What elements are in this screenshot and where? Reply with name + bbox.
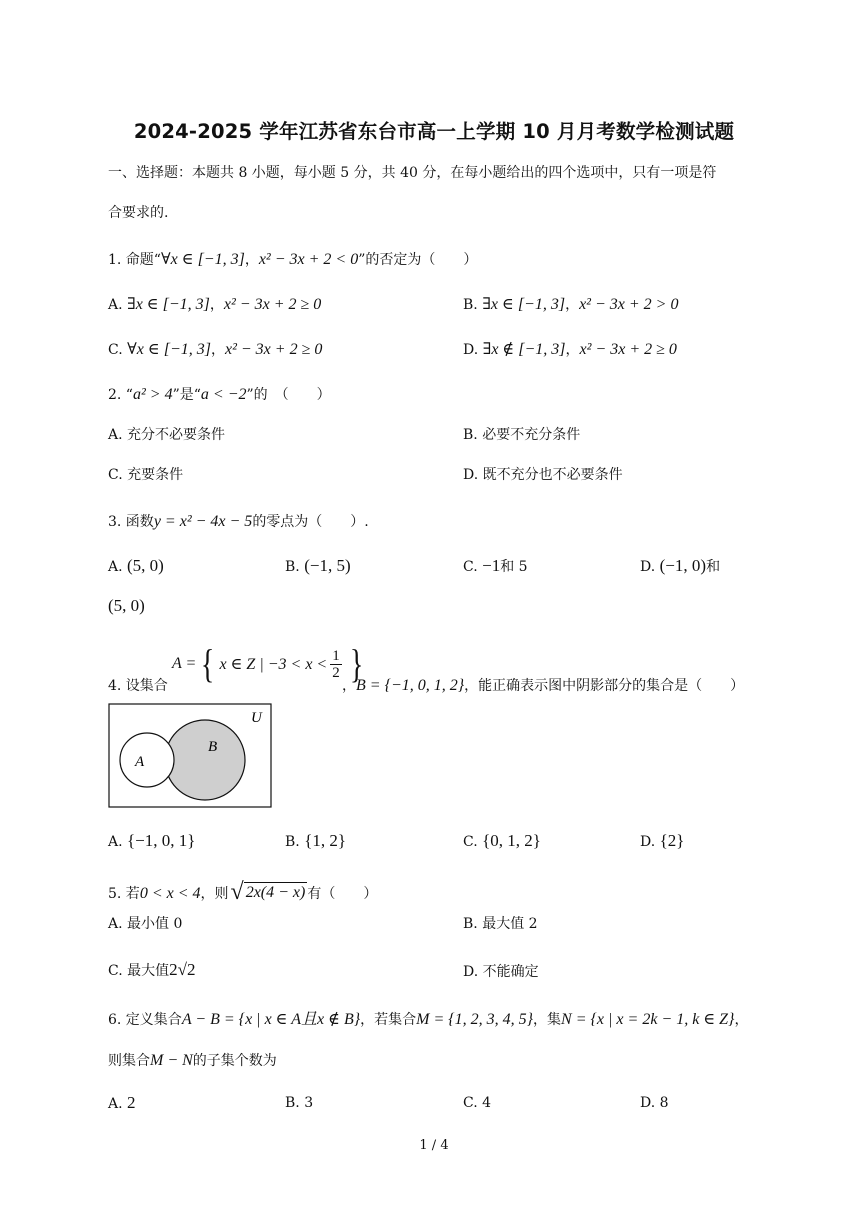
q4-sep: ， bbox=[342, 678, 356, 694]
q6-mid-2: ，集 bbox=[533, 1012, 562, 1028]
q1-inequality: x² − 3x + 2 < 0 bbox=[258, 251, 359, 268]
q1-b-inequality: x² − 3x + 2 > 0 bbox=[579, 296, 679, 313]
page-number: 1 / 4 bbox=[419, 1138, 449, 1153]
q1-quantifier: ∀x ∈ [−1, 3] bbox=[160, 251, 245, 268]
q4-option-a bbox=[108, 831, 195, 852]
q1-b-quantifier: ∃x ∈ [−1, 3] bbox=[482, 296, 566, 313]
venn-label-u: U bbox=[251, 710, 262, 726]
q4-d-value: {2} bbox=[659, 831, 685, 850]
q1-d-inequality: x² − 3x + 2 ≥ 0 bbox=[579, 341, 677, 358]
q4-prefix: 4. 设集合 bbox=[108, 678, 168, 694]
q1-option-c: C. ∀x ∈ [−1, 3]，x² − 3x + 2 ≥ 0 bbox=[108, 341, 323, 358]
q5-suffix: 有（ ） bbox=[307, 886, 378, 902]
q3-d-suffix: 和 bbox=[706, 559, 721, 575]
q1-option-b: B. ∃x ∈ [−1, 3]，x² − 3x + 2 > 0 bbox=[463, 296, 679, 313]
q5-radicand: 2x(4 − x) bbox=[245, 884, 306, 901]
q3-d-value-2: (5, 0) bbox=[108, 596, 145, 615]
q3-prefix: 3. 函数 bbox=[108, 514, 154, 530]
question-1-stem bbox=[108, 250, 477, 270]
q2-option-c: C. 充要条件 bbox=[108, 467, 184, 483]
q2-option-d: D. 既不充分也不必要条件 bbox=[463, 467, 623, 483]
q4-fraction-half bbox=[330, 648, 342, 681]
q4-option-b bbox=[285, 831, 346, 852]
q2-condition-1: a² > 4 bbox=[132, 386, 173, 403]
q3-a-value: (5, 0) bbox=[127, 556, 164, 575]
q3-c-label: C. bbox=[463, 559, 478, 575]
q5-square-root bbox=[231, 880, 308, 904]
q6-a-value: 2 bbox=[127, 1093, 136, 1112]
q4-a-label: A. bbox=[108, 834, 123, 850]
radical-sign-icon: √ bbox=[230, 879, 244, 905]
q1-c-label: C. bbox=[108, 342, 123, 358]
venn-label-b: B bbox=[208, 739, 218, 755]
q5-c-label: C. 最大值 bbox=[108, 963, 170, 979]
q1-prefix: 1. 命题“ bbox=[108, 252, 161, 268]
q4-fraction-numerator: 1 bbox=[332, 647, 340, 664]
question-5-stem bbox=[108, 880, 377, 904]
page-title: 2024-2025 学年江苏省东台市高一上学期 10 月月考数学检测试题 bbox=[133, 120, 735, 143]
q4-suffix: ，能正确表示图中阴影部分的集合是（ ） bbox=[464, 678, 745, 694]
q2-mid: ”是“ bbox=[172, 387, 201, 403]
q1-suffix: ”的否定为（ ） bbox=[358, 252, 478, 268]
q6-expression: M − N bbox=[150, 1052, 193, 1069]
q3-a-label: A. bbox=[108, 559, 123, 575]
q2-condition-2: a < −2 bbox=[200, 386, 247, 403]
q3-b-label: B. bbox=[285, 559, 300, 575]
question-6-stem-line1 bbox=[108, 1010, 748, 1030]
q1-c-inequality: x² − 3x + 2 ≥ 0 bbox=[224, 341, 323, 358]
q5-mid: ，则 bbox=[200, 886, 229, 902]
q4-stem-rest bbox=[342, 676, 744, 696]
q4-left-brace: { bbox=[201, 641, 215, 686]
q1-a-label: A. bbox=[108, 297, 123, 313]
q5-c-value: 2√2 bbox=[169, 960, 196, 979]
question-3-stem bbox=[108, 512, 369, 532]
q2-suffix: ”的 （ ） bbox=[246, 387, 331, 403]
q1-c-quantifier: ∀x ∈ [−1, 3] bbox=[127, 341, 211, 358]
q6-a-label: A. bbox=[108, 1096, 123, 1112]
question-2-stem bbox=[108, 385, 331, 405]
q3-option-a bbox=[108, 556, 164, 577]
q4-fraction-denominator: 2 bbox=[332, 664, 340, 681]
q6-line2-prefix: 则集合 bbox=[108, 1053, 150, 1069]
q6-definition: A − B = {x | x ∈ A且x ∉ B} bbox=[181, 1011, 361, 1028]
q4-set-a-condition: x ∈ Z | −3 < x < bbox=[219, 656, 328, 673]
q6-option-c: C. 4 bbox=[463, 1095, 492, 1111]
q6-line2-suffix: 的子集个数为 bbox=[192, 1053, 277, 1069]
set-a-circle bbox=[120, 733, 174, 787]
q4-set-b: B = {−1, 0, 1, 2} bbox=[356, 677, 465, 694]
set-b-circle bbox=[165, 720, 245, 800]
q3-c-value: −1 bbox=[482, 556, 501, 575]
q1-option-a: A. ∃x ∈ [−1, 3]，x² − 3x + 2 ≥ 0 bbox=[108, 296, 322, 313]
q6-set-n: N = {x | x = 2k − 1, k ∈ Z} bbox=[561, 1011, 735, 1028]
q2-option-b: B. 必要不充分条件 bbox=[463, 427, 581, 443]
q2-option-a: A. 充分不必要条件 bbox=[108, 427, 226, 443]
q4-set-a bbox=[172, 640, 368, 688]
q4-right-brace: } bbox=[349, 641, 364, 686]
q1-a-quantifier: ∃x ∈ [−1, 3] bbox=[127, 296, 210, 313]
q6-mid-1: ，若集合 bbox=[360, 1012, 417, 1028]
q5-option-c bbox=[108, 960, 195, 981]
q6-prefix: 6. 定义集合 bbox=[108, 1012, 182, 1028]
q3-option-d bbox=[640, 556, 720, 577]
q5-prefix: 5. 若 bbox=[108, 886, 140, 902]
q5-option-a: A. 最小值 0 bbox=[108, 916, 183, 932]
q6-option-a bbox=[108, 1093, 136, 1114]
q4-option-c bbox=[463, 831, 541, 852]
section-instruction-line1: 一、选择题：本题共 8 小题，每小题 5 分，共 40 分，在每小题给出的四个选项中，只有一项是符 bbox=[108, 165, 717, 181]
q3-d-label: D. bbox=[640, 559, 656, 575]
q4-c-value: {0, 1, 2} bbox=[482, 831, 541, 850]
q3-option-d-continuation bbox=[108, 596, 145, 617]
q3-option-c bbox=[463, 556, 528, 577]
q1-a-inequality: x² − 3x + 2 ≥ 0 bbox=[223, 296, 322, 313]
q4-a-value: {−1, 0, 1} bbox=[127, 831, 196, 850]
q5-condition: 0 < x < 4 bbox=[139, 885, 201, 902]
q6-set-m: M = {1, 2, 3, 4, 5} bbox=[416, 1011, 534, 1028]
q1-option-d: D. ∃x ∉ [−1, 3]，x² − 3x + 2 ≥ 0 bbox=[463, 341, 677, 358]
q6-option-b: B. 3 bbox=[285, 1095, 314, 1111]
q1-b-label: B. bbox=[463, 297, 478, 313]
venn-label-a: A bbox=[135, 754, 145, 770]
q4-c-label: C. bbox=[463, 834, 478, 850]
q3-suffix: 的零点为（ ）. bbox=[252, 514, 369, 530]
q5-option-d: D. 不能确定 bbox=[463, 964, 539, 980]
q1-d-quantifier: ∃x ∉ [−1, 3] bbox=[482, 341, 566, 358]
q1-d-label: D. bbox=[463, 342, 479, 358]
q3-function: y = x² − 4x − 5 bbox=[153, 513, 253, 530]
q6-option-d: D. 8 bbox=[640, 1095, 669, 1111]
q2-prefix: 2. “ bbox=[108, 387, 133, 403]
q6-end: ， bbox=[734, 1012, 749, 1028]
venn-diagram bbox=[108, 703, 273, 809]
q3-d-value: (−1, 0) bbox=[659, 556, 707, 575]
q1-sep: ， bbox=[244, 252, 259, 268]
q4-b-value: {1, 2} bbox=[304, 831, 347, 850]
q4-b-label: B. bbox=[285, 834, 300, 850]
q5-option-b: B. 最大值 2 bbox=[463, 916, 538, 932]
q4-d-label: D. bbox=[640, 834, 656, 850]
section-instruction-line2: 合要求的. bbox=[108, 205, 169, 221]
q3-c-suffix: 和 5 bbox=[500, 559, 528, 575]
question-6-stem-line2 bbox=[108, 1051, 277, 1071]
q4-option-d bbox=[640, 831, 684, 852]
q3-b-value: (−1, 5) bbox=[304, 556, 351, 575]
q4-set-a-lhs: A = bbox=[172, 655, 197, 672]
q3-option-b bbox=[285, 556, 351, 577]
